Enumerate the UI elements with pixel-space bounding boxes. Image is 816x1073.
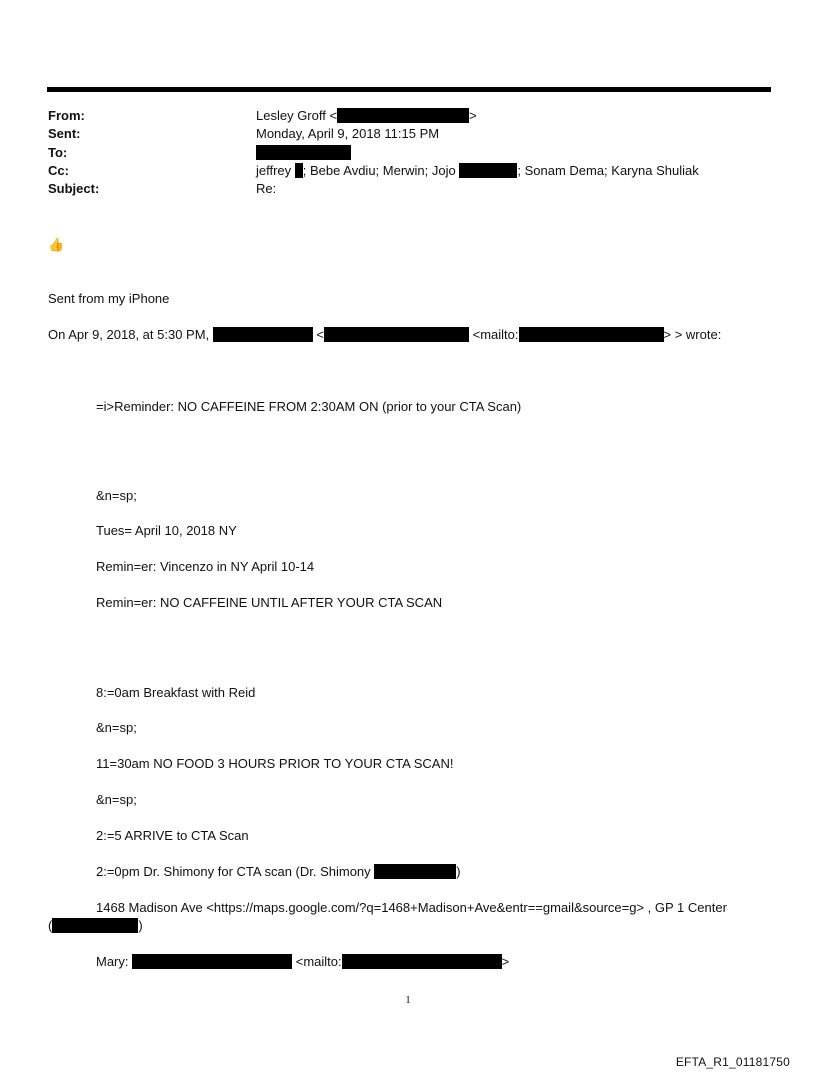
redaction-block <box>342 954 502 969</box>
cc-label: Cc: <box>48 163 69 178</box>
to-label: To: <box>48 145 68 160</box>
redaction-block <box>459 163 517 178</box>
schedule-line: 8:=0am Breakfast with Reid <box>96 685 256 700</box>
sent-label: Sent: <box>48 126 81 141</box>
contact-text: > <box>501 954 510 969</box>
schedule-line: 11=30am NO FOOD 3 HOURS PRIOR TO YOUR CTA SCAN! <box>96 756 454 771</box>
schedule-text: ) <box>456 864 461 879</box>
reminder-line: Remin=er: NO CAFFEINE UNTIL AFTER YOUR CTA SCAN <box>96 595 443 610</box>
redaction-block <box>52 918 138 933</box>
schedule-text: 2:=0pm Dr. Shimony for CTA scan (Dr. Shimony <box>96 864 375 879</box>
address-line: 1468 Madison Ave <https://maps.google.com/?q=1468+Madison+Ave&entr==gmail&source=g> , GP 1 Center <box>96 900 727 915</box>
redaction-block <box>519 327 664 342</box>
contact-text: <mailto: <box>292 954 342 969</box>
reminder-line: =i>Reminder: NO CAFFEINE FROM 2:30AM ON (prior to your CTA Scan) <box>96 399 522 414</box>
cc-value <box>256 162 699 180</box>
quote-text: On Apr 9, 2018, at 5:30 PM, <box>48 327 213 342</box>
from-close: > <box>469 108 477 123</box>
quote-text: < <box>312 327 324 342</box>
sent-from-line: Sent from my iPhone <box>48 291 170 306</box>
nbsp-line: &n=sp; <box>96 488 137 503</box>
page-number: 1 <box>405 994 411 1006</box>
contact-line <box>96 953 509 971</box>
address-text: ) <box>138 918 143 933</box>
redaction-block <box>213 327 313 342</box>
cc-part: jeffrey <box>256 163 295 178</box>
to-value <box>256 144 351 162</box>
subject-label: Subject: <box>48 181 100 196</box>
sent-value: Monday, April 9, 2018 11:15 PM <box>256 126 440 141</box>
contact-text: Mary: <box>96 954 133 969</box>
redaction-block <box>324 327 469 342</box>
document-id: EFTA_R1_01181750 <box>675 1055 790 1069</box>
from-value <box>256 107 477 125</box>
quote-intro-line <box>48 326 721 344</box>
schedule-line: 2:=5 ARRIVE to CTA Scan <box>96 828 249 843</box>
quote-text: <mailto: <box>469 327 519 342</box>
date-line: Tues= April 10, 2018 NY <box>96 523 237 538</box>
nbsp-line: &n=sp; <box>96 720 137 735</box>
schedule-line <box>96 863 461 881</box>
redaction-block <box>295 163 303 178</box>
address-text: ( <box>48 918 53 933</box>
quote-text: > > wrote: <box>663 327 722 342</box>
redaction-block <box>374 864 456 879</box>
redaction-block <box>337 108 469 123</box>
thumbs-up-icon: 👍 <box>48 237 65 252</box>
cc-part: ; Bebe Avdiu; Merwin; Jojo <box>302 163 460 178</box>
reminder-line: Remin=er: Vincenzo in NY April 10-14 <box>96 559 315 574</box>
from-label: From: <box>48 108 85 123</box>
address-continuation-line <box>48 917 143 935</box>
nbsp-line: &n=sp; <box>96 792 137 807</box>
redaction-block <box>256 145 351 160</box>
redaction-block <box>132 954 292 969</box>
from-name: Lesley Groff < <box>256 108 338 123</box>
cc-part: ; Sonam Dema; Karyna Shuliak <box>517 163 699 178</box>
subject-value: Re: <box>256 181 277 196</box>
header-divider <box>47 87 771 92</box>
